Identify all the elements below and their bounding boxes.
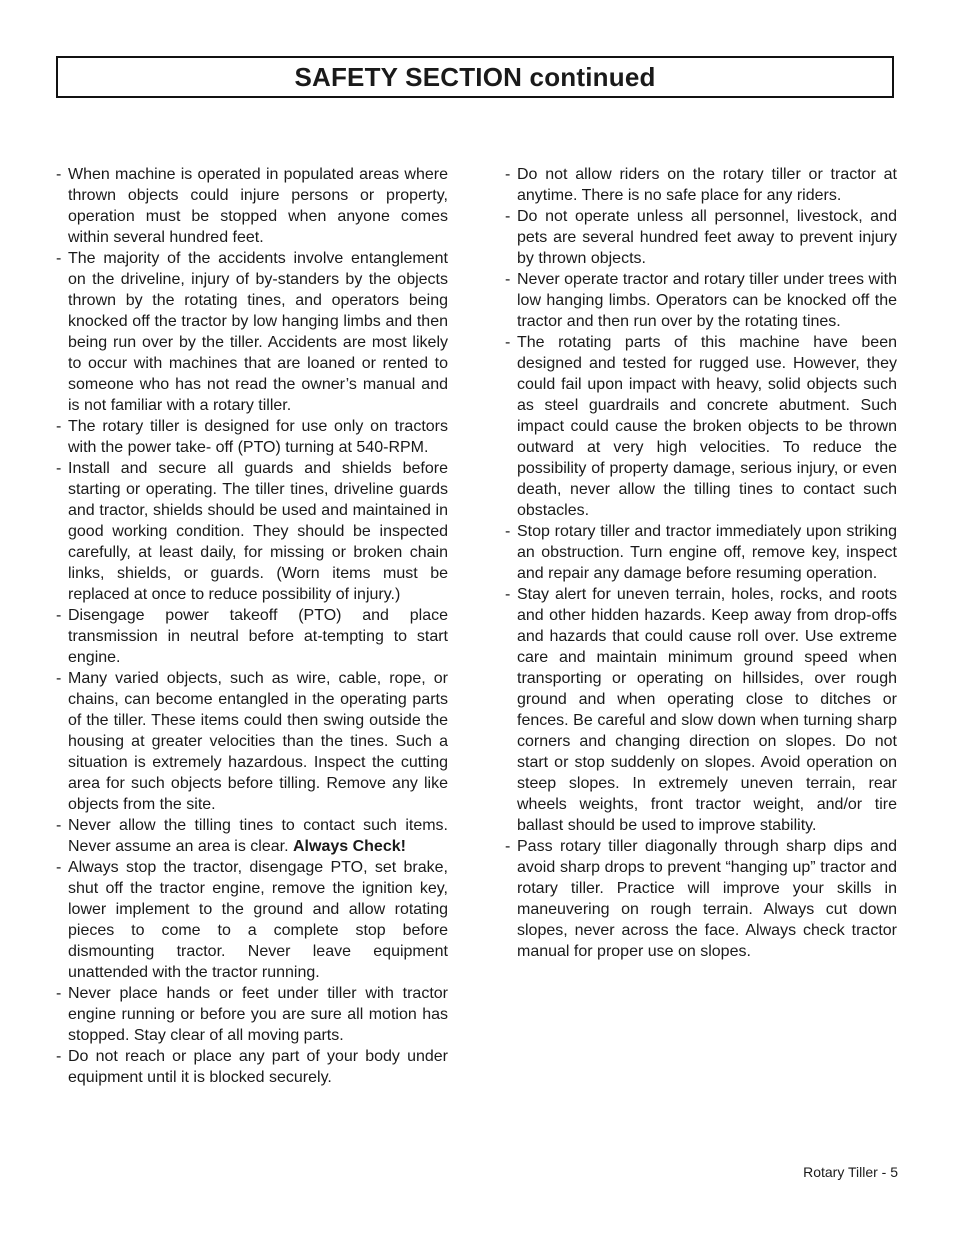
safety-list-left [56, 164, 448, 1088]
list-item: - Do not operate unless all personnel, livestock, and pets are several hundred feet away to prevent injury by thrown objects. [505, 206, 897, 269]
list-item: - Always stop the tractor, disengage PTO, set brake, shut off the tractor engine, remove the ignition key, lower implement to the ground and allow rotating pieces to come to a complete stop before dismounting tractor. Never leave equipment unattended with the tractor running. [56, 857, 448, 983]
right-column [505, 164, 897, 962]
list-item: - When machine is operated in populated areas where thrown objects could injure persons or property, operation must be stopped when anyone comes within several hundred feet. [56, 164, 448, 248]
list-item: - The rotary tiller is designed for use only on tractors with the power take- off (PTO) turning at 540-RPM. [56, 416, 448, 458]
section-title-box [56, 56, 894, 98]
list-item: - Do not allow riders on the rotary tiller or tractor at anytime. There is no safe place for any riders. [505, 164, 897, 206]
list-item: - Stay alert for uneven terrain, holes, rocks, and roots and other hidden hazards. Keep away from drop-offs and hazards that could cause roll over. Use extreme care and maintain minimum ground speed when transporting or operating on hillsides, over rough ground and when operating close to ditches or fences. Be careful and slow down when turning sharp corners and changing direction on slopes. Do not start or stop suddenly on slopes. Avoid operation on steep slopes. In extremely uneven terrain, rear wheels weights, front tractor weight, and/or tire ballast should be used to improve stability. [505, 584, 897, 836]
left-column [56, 164, 448, 1088]
list-item: - Stop rotary tiller and tractor immediately upon striking an obstruction. Turn engine off, remove key, inspect and repair any damage before resuming operation. [505, 521, 897, 584]
list-item: - The majority of the accidents involve entanglement on the driveline, injury of by-standers by the objects thrown by the rotating tines, and operators being knocked off the tractor by low hanging limbs and then being run over by the tiller. Accidents are most likely to occur with machines that are loaned or rented to someone who has not read the owner’s manual and is not familiar with a rotary tiller. [56, 248, 448, 416]
list-item: - Never allow the tilling tines to contact such items. Never assume an area is clear. Always Check! [56, 815, 448, 857]
list-item: - Many varied objects, such as wire, cable, rope, or chains, can become entangled in the operating parts of the tiller. These items could then swing outside the housing at greater velocities than the tines. Such a situation is extremely hazardous. Inspect the cutting area for such objects before tilling. Remove any like objects from the site. [56, 668, 448, 815]
page-footer: Rotary Tiller - 5 [803, 1164, 898, 1180]
list-item: - Pass rotary tiller diagonally through sharp dips and avoid sharp drops to prevent “hanging up” tractor and rotary tiller. Practice will improve your skills in maneuvering on rough terrain. Always cut down slopes, never across the face. Always check tractor manual for proper use on slopes. [505, 836, 897, 962]
list-item: - Never operate tractor and rotary tiller under trees with low hanging limbs. Operators can be knocked off the tractor and then run over by the rotating tines. [505, 269, 897, 332]
list-item: - Do not reach or place any part of your body under equipment until it is blocked securely. [56, 1046, 448, 1088]
list-item: - Install and secure all guards and shields before starting or operating. The tiller tines, driveline guards and tractor, shields should be used and maintained in good working condition. They should be inspected carefully, at least daily, for missing or broken chain links, shields, or guards. (Worn items must be replaced at once to reduce possibility of injury.) [56, 458, 448, 605]
safety-list-right [505, 164, 897, 962]
always-check-emphasis: Always Check! [293, 838, 406, 855]
list-item: - The rotating parts of this machine have been designed and tested for rugged use. However, they could fail upon impact with heavy, solid objects such as steel guardrails and concrete abutment. Such impact could cause the broken objects to be thrown outward at very high velocities. To reduce the possibility of property damage, serious injury, or even death, never allow the tilling tines to contact such obstacles. [505, 332, 897, 521]
list-item: - Never place hands or feet under tiller with tractor engine running or before you are sure all motion has stopped. Stay clear of all moving parts. [56, 983, 448, 1046]
list-item: - Disengage power takeoff (PTO) and place transmission in neutral before at-tempting to start engine. [56, 605, 448, 668]
page-title: SAFETY SECTION continued [294, 61, 656, 92]
